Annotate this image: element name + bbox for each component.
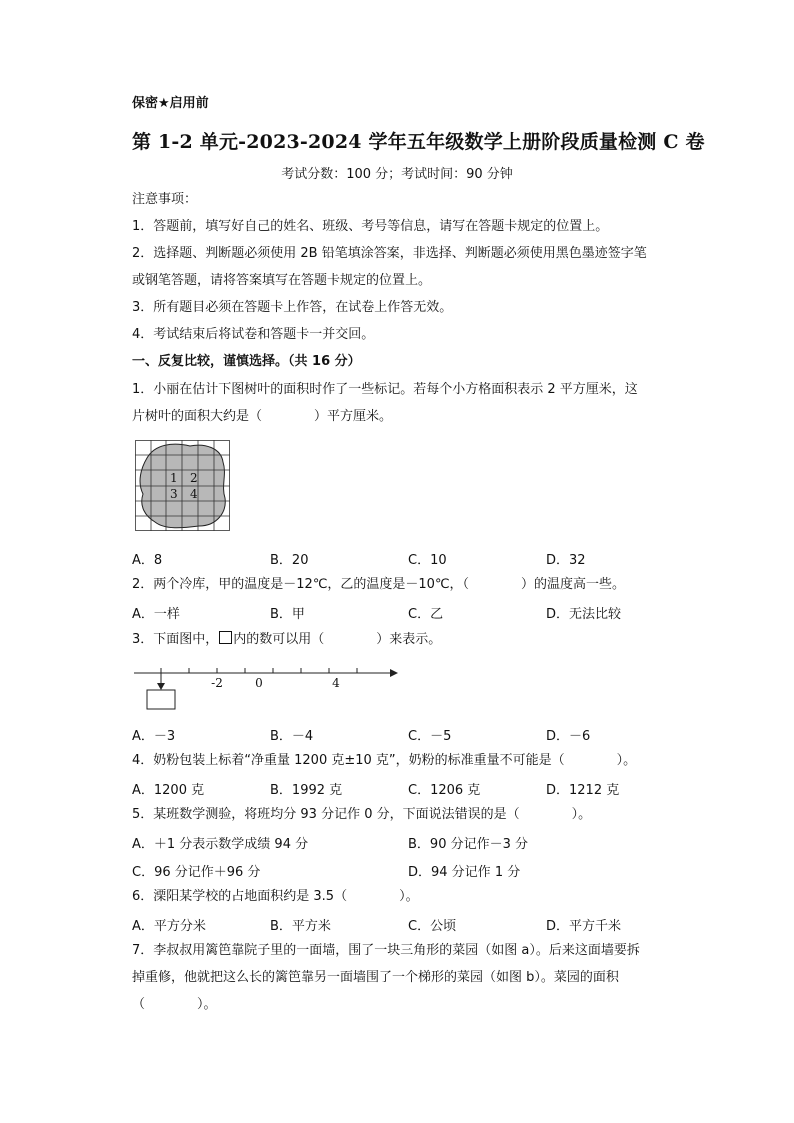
option-a[interactable]: A．一样 [132, 607, 180, 622]
option-c[interactable]: C．1206 克 [408, 783, 481, 798]
tick-label: 0 [255, 676, 263, 690]
question-3-stem [132, 631, 441, 649]
grid-label-3: 3 [170, 487, 178, 501]
question-7-stem: 掉重修，他就把这么长的篱笆靠另一面墙围了一个梯形的菜园（如图 b）。菜园的面积 [132, 970, 619, 985]
option-c[interactable]: C．乙 [408, 607, 444, 622]
option-b[interactable]: B．甲 [270, 607, 305, 622]
note-item: 或钢笔答题，请将答案填写在答题卡规定的位置上。 [132, 273, 432, 288]
grid-label-1: 1 [170, 471, 178, 485]
option-a[interactable]: A．平方分米 [132, 919, 206, 934]
option-b[interactable]: B．20 [270, 553, 309, 568]
question-2-stem: 2．两个冷库，甲的温度是－12℃，乙的温度是－10℃，（ ）的温度高一些。 [132, 577, 626, 592]
option-d[interactable]: D．－6 [546, 729, 591, 744]
option-d[interactable]: D．1212 克 [546, 783, 620, 798]
grid-label-2: 2 [190, 471, 198, 485]
option-b[interactable]: B．90 分记作－3 分 [408, 837, 528, 852]
option-b[interactable]: B．－4 [270, 729, 314, 744]
option-c[interactable]: C．96 分记作＋96 分 [132, 865, 261, 880]
option-c[interactable]: C．公顷 [408, 919, 457, 934]
option-d[interactable]: D．无法比较 [546, 607, 622, 622]
question-3-stem-prefix: 3．下面图中， [132, 632, 219, 647]
note-item: 2．选择题、判断题必须使用 2B 铅笔填涂答案，非选择、判断题必须使用黑色墨迹签字笔 [132, 246, 647, 261]
leaf-grid-figure [135, 440, 231, 532]
tick-label: -2 [211, 676, 223, 690]
arrow-down-icon [157, 683, 165, 690]
confidential-label: 保密★启用前 [132, 96, 209, 111]
question-1-stem: 片树叶的面积大约是（ ）平方厘米。 [132, 409, 393, 424]
exam-info: 考试分数：100 分；考试时间：90 分钟 [281, 167, 513, 182]
option-c[interactable]: C．－5 [408, 729, 452, 744]
option-b[interactable]: B．平方米 [270, 919, 331, 934]
question-7-stem: 7．李叔叔用篱笆靠院子里的一面墙，围了一块三角形的菜园（如图 a）。后来这面墙要拆 [132, 943, 640, 958]
option-d[interactable]: D．平方千米 [546, 919, 622, 934]
option-a[interactable]: A．＋1 分表示数学成绩 94 分 [132, 837, 309, 852]
section-heading: 一、反复比较，谨慎选择。（共 16 分） [132, 354, 361, 369]
arrow-right-icon [390, 669, 398, 677]
blank-box-icon [219, 631, 232, 644]
notes-heading: 注意事项： [132, 192, 198, 207]
question-3-stem-suffix: 内的数可以用（ ）来表示。 [233, 632, 442, 647]
note-item: 3．所有题目必须在答题卡上作答，在试卷上作答无效。 [132, 300, 453, 315]
question-5-stem: 5．某班数学测验，将班均分 93 分记作 0 分，下面说法错误的是（ ）。 [132, 807, 592, 822]
number-line-figure [132, 660, 402, 712]
grid-label-4: 4 [190, 487, 198, 501]
option-a[interactable]: A．1200 克 [132, 783, 205, 798]
note-item: 1．答题前，填写好自己的姓名、班级、考号等信息，请写在答题卡规定的位置上。 [132, 219, 609, 234]
option-a[interactable]: A．8 [132, 553, 163, 568]
option-d[interactable]: D．32 [546, 553, 586, 568]
note-item: 4．考试结束后将试卷和答题卡一并交回。 [132, 327, 375, 342]
question-6-stem: 6．溧阳某学校的占地面积约是 3.5（ ）。 [132, 889, 419, 904]
tick-label: 4 [332, 676, 340, 690]
blank-answer-box [147, 690, 175, 709]
question-7-stem: （ ）。 [132, 997, 217, 1012]
question-4-stem: 4．奶粉包装上标着“净重量 1200 克±10 克”，奶粉的标准重量不可能是（ ）。 [132, 753, 637, 768]
option-a[interactable]: A．－3 [132, 729, 176, 744]
option-c[interactable]: C．10 [408, 553, 447, 568]
page-title: 第 1-2 单元-2023-2024 学年五年级数学上册阶段质量检测 C 卷 [132, 131, 705, 153]
option-d[interactable]: D．94 分记作 1 分 [408, 865, 521, 880]
question-1-stem: 1．小丽在估计下图树叶的面积时作了一些标记。若每个小方格面积表示 2 平方厘米，这 [132, 382, 638, 397]
option-b[interactable]: B．1992 克 [270, 783, 343, 798]
